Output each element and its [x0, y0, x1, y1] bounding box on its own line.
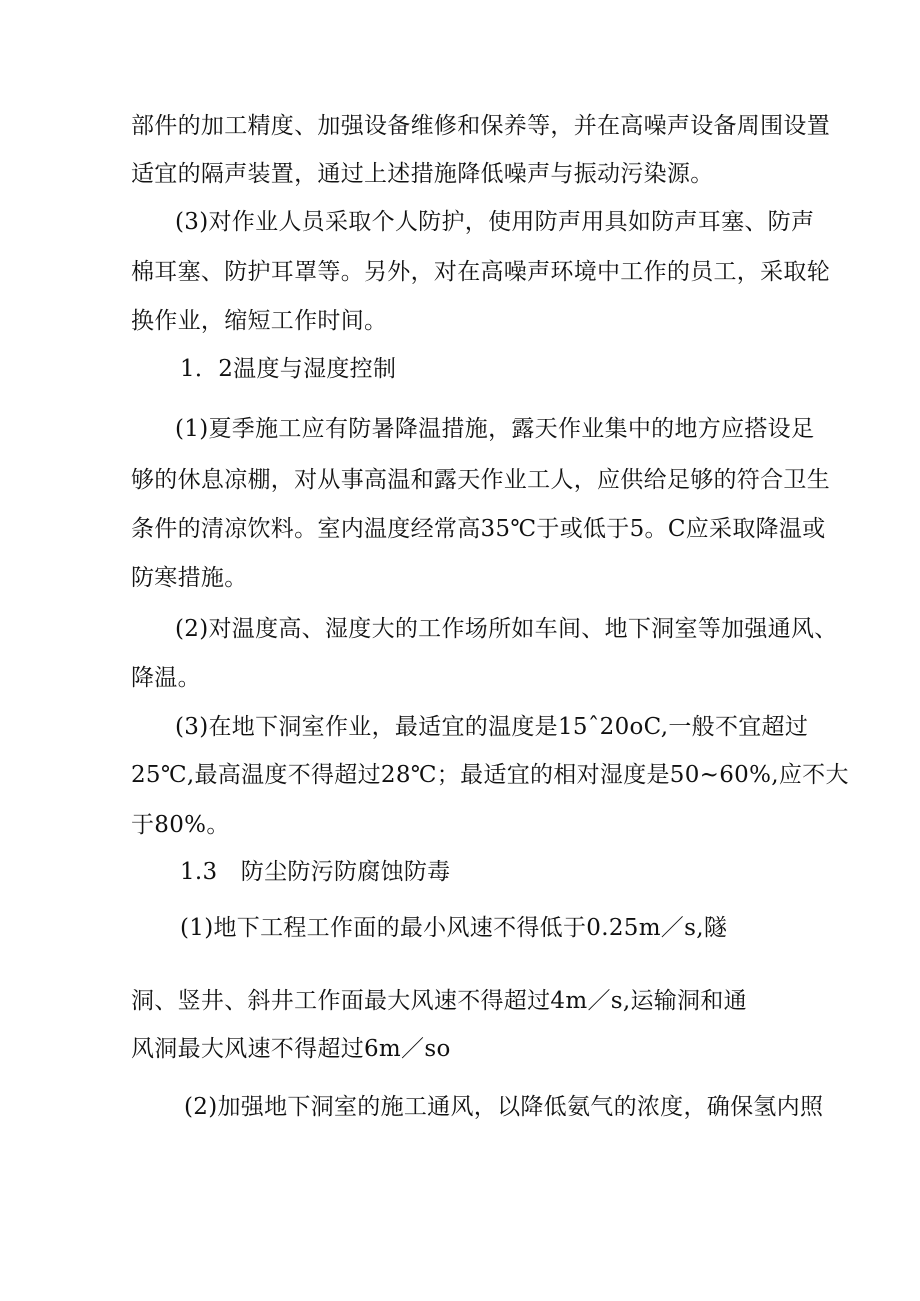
- paragraph-line: 换作业，缩短工作时间。: [131, 308, 388, 334]
- paragraph-line: 防寒措施。: [131, 565, 248, 591]
- paragraph-line: 洞、竖井、斜井工作面最大风速不得超过4m／s,运输洞和通: [131, 988, 747, 1014]
- paragraph-line: 够的休息凉棚，对从事高温和露天作业工人，应供给足够的符合卫生: [131, 467, 830, 493]
- paragraph-line: (1)地下工程工作面的最小风速不得低于0.25m／s,隧: [180, 915, 728, 941]
- paragraph-line: (3)对作业人员采取个人防护，使用防声用具如防声耳塞、防声: [175, 209, 815, 235]
- section-heading: 1.3 防尘防污防腐蚀防毒: [180, 859, 451, 885]
- paragraph-line: (3)在地下洞室作业，最适宜的温度是15ˆ20oC,一般不宜超过: [175, 714, 809, 740]
- paragraph-line: (2)加强地下洞室的施工通风，以降低氨气的浓度，确保氢内照: [184, 1094, 824, 1120]
- paragraph-line: 条件的清凉饮料。室内温度经常高35℃于或低于5。C应采取降温或: [131, 516, 826, 542]
- paragraph-line: (2)对温度高、湿度大的工作场所如车间、地下洞室等加强通风、: [175, 616, 838, 642]
- paragraph-line: 适宜的隔声装置，通过上述措施降低噪声与振动污染源。: [131, 161, 714, 187]
- paragraph-line: 降温。: [131, 665, 201, 691]
- paragraph-line: 风洞最大风速不得超过6m／so: [131, 1036, 451, 1062]
- section-heading: 1．2温度与湿度控制: [180, 356, 397, 382]
- paragraph-line: 棉耳塞、防护耳罩等。另外，对在高噪声环境中工作的员工，采取轮: [131, 259, 830, 285]
- paragraph-line: (1)夏季施工应有防暑降温措施，露天作业集中的地方应搭设足: [175, 416, 815, 442]
- paragraph-line: 25℃,最高温度不得超过28℃；最适宜的相对湿度是50~60%,应不大: [131, 762, 849, 788]
- paragraph-line: 于80%。: [131, 812, 230, 838]
- paragraph-line: 部件的加工精度、加强设备维修和保养等，并在高噪声设备周围设置: [131, 113, 830, 139]
